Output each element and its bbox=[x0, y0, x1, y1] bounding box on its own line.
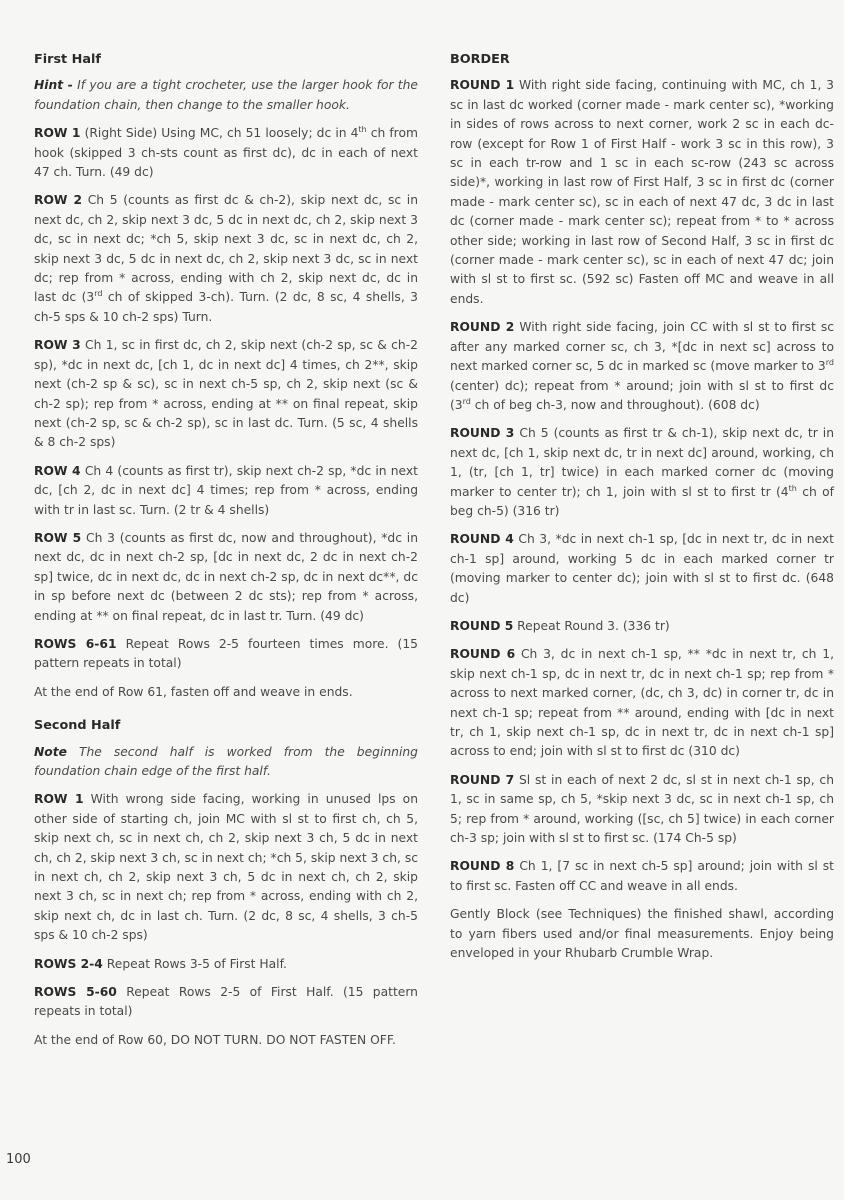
hint-paragraph bbox=[34, 76, 418, 115]
round-text: Sl st in each of next 2 dc, sl st in next ch-1 sp, ch 1, sc in same sp, ch 5, *skip next 3 dc, sc in next ch-1 sp, ch 5; rep from * around, working ([sc, ch 5] twice) in each corner ch-3 sp; join with sl st to first sc. (174 Ch-5 sp) bbox=[450, 772, 834, 846]
second-half-heading: Second Half bbox=[34, 718, 121, 734]
row-label: ROWS 6-61 bbox=[34, 636, 117, 651]
row-label: ROW 1 bbox=[34, 126, 81, 141]
round-2 bbox=[450, 318, 834, 415]
blocking-note: Gently Block (see Techniques) the finished shawl, according to yarn fibers used and/or final measurements. Enjoy being enveloped in your Rhubarb Crumble Wrap. bbox=[450, 907, 834, 961]
sh-rows-5-60 bbox=[34, 983, 418, 1022]
round-label: ROUND 1 bbox=[450, 78, 515, 93]
row-text: Repeat Rows 2-5 fourteen times more. (15 pattern repeats in total) bbox=[34, 636, 418, 671]
row-text: Repeat Rows 3-5 of First Half. bbox=[106, 956, 287, 971]
fh-row-4 bbox=[34, 462, 418, 520]
round-label: ROUND 6 bbox=[450, 647, 516, 662]
round-1 bbox=[450, 76, 834, 309]
note-paragraph bbox=[34, 743, 418, 782]
round-8 bbox=[450, 857, 834, 896]
right-column bbox=[450, 50, 834, 972]
sh-row-1 bbox=[34, 790, 418, 945]
round-text: With right side facing, join CC with sl st to first sc after any marked corner sc, ch 3, *[dc in next sc] across to next marked corner sc, 5 dc in marked sc (move marker to 3 bbox=[450, 320, 834, 374]
round-text: Ch 3, *dc in next ch-1 sp, [dc in next tr, dc in next ch-1 sp] around, working 5 dc in each marked corner tr (moving marker to center dc); join with sl st to first dc. (648 dc) bbox=[450, 532, 834, 605]
round-5 bbox=[450, 617, 834, 636]
row-label: ROW 4 bbox=[34, 463, 81, 478]
round-text: Ch 5 (counts as first tr & ch-1), skip next dc, tr in next dc, [ch 1, skip next dc, tr in next dc] around, working, ch 1, (tr, [ch 1, tr] twice) in each marked corner dc (moving marker to center tr); ch 1, join with sl st to first tr (4 bbox=[450, 426, 834, 499]
page-edge bbox=[844, 0, 848, 1200]
sh-rows-2-4 bbox=[34, 955, 418, 974]
superscript: rd bbox=[825, 358, 834, 367]
hint-text: If you are a tight crocheter, use the larger hook for the foundation chain, then change to the smaller hook. bbox=[34, 78, 418, 112]
fh-end-note: At the end of Row 61, fasten off and weave in ends. bbox=[34, 684, 353, 699]
row-label: ROW 1 bbox=[34, 792, 84, 807]
round-label: ROUND 3 bbox=[450, 426, 515, 441]
row-label: ROW 3 bbox=[34, 338, 81, 353]
note-text: The second half is worked from the beginning foundation chain edge of the first half. bbox=[34, 744, 418, 778]
round-6 bbox=[450, 645, 834, 761]
row-text: Ch 4 (counts as first tr), skip next ch-2 sp, *dc in next dc, [ch 2, dc in next dc] 4 times; rep from * across, ending with tr in last sc. Turn. (2 tr & 4 shells) bbox=[34, 463, 418, 517]
page-number: 100 bbox=[6, 1152, 31, 1167]
row-text: Ch 5 (counts as first dc & ch-2), skip next dc, sc in next dc, ch 2, skip next 3 dc, 5 dc in next dc, ch 2, skip next 3 dc, sc in next dc; *ch 5, skip next 3 dc, sc in next dc, ch 2, skip next 3 dc, 5 dc in next dc, ch 2, skip next 3 dc, sc in next dc; rep from * across, ending with ch 2, skip next dc, dc in last dc (3 bbox=[34, 193, 419, 305]
left-column bbox=[34, 50, 418, 1059]
superscript: th bbox=[358, 125, 367, 135]
superscript: rd bbox=[94, 289, 103, 299]
row-label: ROWS 5-60 bbox=[34, 985, 117, 1000]
round-text: Repeat Round 3. (336 tr) bbox=[517, 618, 670, 633]
row-text: ch of skipped 3-ch). Turn. (2 dc, 8 sc, 4 shells, 3 ch-5 sps & 10 ch-2 sps) Turn. bbox=[34, 290, 419, 324]
round-label: ROUND 8 bbox=[450, 859, 515, 874]
row-label: ROWS 2-4 bbox=[34, 956, 103, 971]
note-label: Note bbox=[34, 744, 67, 759]
round-label: ROUND 4 bbox=[450, 532, 514, 547]
row-label: ROW 2 bbox=[34, 193, 83, 208]
border-heading: BORDER bbox=[450, 52, 510, 67]
round-text: (center) dc); repeat from * around; join with sl st to first dc (3 bbox=[450, 378, 834, 412]
row-text: Repeat Rows 2-5 of First Half. (15 pattern repeats in total) bbox=[34, 985, 418, 1019]
fh-rows-6-61 bbox=[34, 635, 418, 674]
fh-row-2 bbox=[34, 191, 418, 327]
hint-label: Hint - bbox=[34, 78, 73, 93]
first-half-heading: First Half bbox=[34, 52, 101, 67]
round-label: ROUND 7 bbox=[450, 772, 515, 787]
row-text: Ch 1, sc in first dc, ch 2, skip next (ch-2 sp, sc & ch-2 sp), *dc in next dc, [ch 1, dc in next dc] 4 times, ch 2**, skip next (ch-2 sp & sc), sc in next ch-5 sp, ch 2, skip next (sc & ch-2 sp); rep from * across, ending at ** on final repeat, skip next (ch-2 sp, sc & ch-2 sp), sc in last dc. Turn. (5 sc, 4 shells & 8 ch-2 sps) bbox=[34, 338, 418, 450]
superscript: rd bbox=[462, 396, 471, 406]
round-4 bbox=[450, 530, 834, 608]
round-text: Ch 1, [7 sc in next ch-5 sp] around; join with sl st to first sc. Fasten off CC and weave in all ends. bbox=[450, 859, 834, 893]
row-text: ch from hook (skipped 3 ch-sts count as first dc), dc in each of next 47 ch. Turn. (49 dc) bbox=[34, 126, 418, 180]
round-text: Ch 3, dc in next ch-1 sp, ** *dc in next tr, ch 1, skip next ch-1 sp, dc in next tr, dc in next ch-1 sp; rep from * across to next marked corner, (dc, ch 3, dc) in corner tr, dc in next ch-1 sp; repeat from ** around, ending with [dc in next tr, ch 1, skip next ch-1 sp, dc in next tr, dc in next ch-1 sp] across to end; join with sl st to first dc (310 dc) bbox=[450, 647, 834, 759]
row-text: With wrong side facing, working in unused lps on other side of starting ch, join MC with sl st to first ch, ch 5, skip next ch, sc in next ch, ch 2, skip next 3 ch, 5 dc in next ch, ch 2, skip next 3 ch, sc in next ch; *ch 5, skip next 3 ch, sc in next ch, ch 2, skip next 3 ch, 5 dc in next ch, ch 2, skip next 3 ch, sc in next ch; rep from * across, ending with ch 2, skip next ch, dc in last ch. Turn. (2 dc, 8 sc, 4 shells, 3 ch-5 sps & 10 ch-2 sps) bbox=[34, 792, 418, 943]
superscript: th bbox=[788, 483, 797, 493]
round-text: ch of beg ch-5) (316 tr) bbox=[450, 484, 834, 518]
round-label: ROUND 5 bbox=[450, 618, 514, 633]
fh-row-3 bbox=[34, 336, 418, 452]
round-text: ch of beg ch-3, now and throughout). (608 dc) bbox=[474, 397, 760, 412]
round-3 bbox=[450, 424, 834, 521]
round-label: ROUND 2 bbox=[450, 320, 515, 335]
row-text: Ch 3 (counts as first dc, now and throughout), *dc in next dc, dc in next ch-2 sp, [dc in next dc, 2 dc in next ch-2 sp] twice, dc in next dc, dc in next ch-2 sp, dc in next dc**, dc in sp before next dc (between 2 dc sts); rep from * across, ending at ** on final repeat, dc in last tr. Turn. (49 dc) bbox=[34, 530, 418, 623]
row-text: (Right Side) Using MC, ch 51 loosely; dc in 4 bbox=[84, 126, 359, 141]
fh-row-5 bbox=[34, 529, 418, 626]
round-7 bbox=[450, 771, 834, 849]
fh-row-1 bbox=[34, 124, 418, 182]
sh-end-note: At the end of Row 60, DO NOT TURN. DO NOT FASTEN OFF. bbox=[34, 1032, 396, 1047]
round-text: With right side facing, continuing with MC, ch 1, 3 sc in last dc worked (corner made - mark center sc), *working in sides of rows across to next corner, work 2 sc in each dc-row (except for Row 1 of First Half - work 3 sc in this row), 3 sc in each tr-row and 1 sc in each sc-row (243 sc across side)*, working in last row of First Half, 3 sc in first dc (corner made - mark center sc), sc in each of next 47 dc, 3 dc in last dc (corner made - mark center sc); repeat from * to * across other side; working in last row of Second Half, 3 sc in first dc (corner made - mark center sc), sc in each of next 47 dc; join with sl st to first sc. (592 sc) Fasten off MC and weave in all ends. bbox=[450, 78, 834, 306]
row-label: ROW 5 bbox=[34, 530, 82, 545]
